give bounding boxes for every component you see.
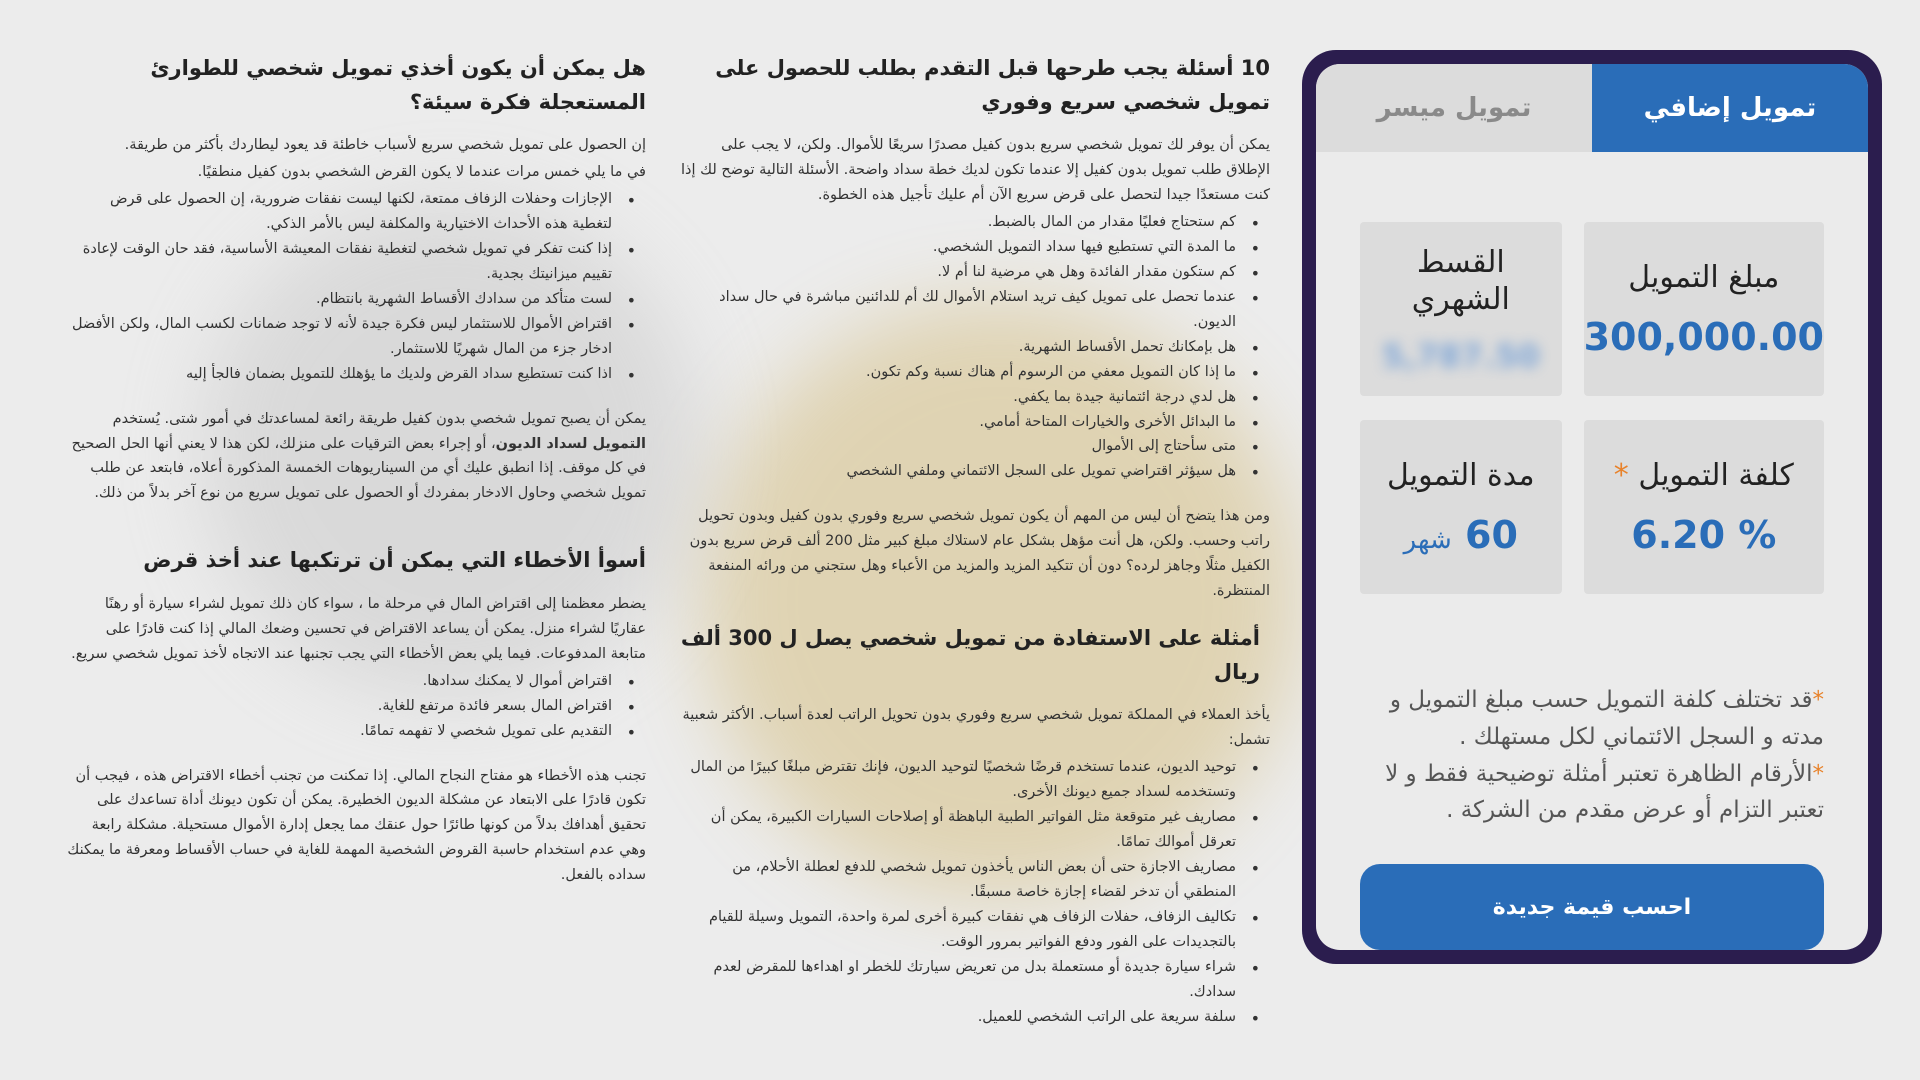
- calculate-new-value-button[interactable]: احسب قيمة جديدة: [1360, 864, 1824, 950]
- financing-period-value: 60: [1465, 512, 1518, 557]
- list-item: • إذا كنت تفكر في تمويل شخصي لتغطية نفقات المعيشة الأساسية، فقد حان الوقت لإعادة تقييم ميزانيتك بجدية.: [66, 237, 646, 287]
- article-paragraph: يأخذ العملاء في المملكة تمويل شخصي سريع وفوري بدون تحويل الراتب لعدة أسباب. الأكثر شعبية تشمل:: [682, 707, 1270, 749]
- list-item: • هل لدي درجة ائتمانية جيدة بما يكفي.: [680, 385, 1270, 410]
- article-paragraph: تجنب هذه الأخطاء هو مفتاح النجاح المالي. إذا تمكنت من تجنب أخطاء الاقتراض هذه ، فيجب أن تكون قادرًا على الابتعاد عن مشكلة الديون الخطيرة. يمكن أن تكون ديونك أداة تساعدك على تحقيق أهدافك بدلاً من كونها طائرًا حول عنقك مما يجعل إدارة الأموال مستحيلة. مشكلة رابعة وهي عدم استخدام حاسبة القروض الشخصية المهمة للغاية في حساب الأقساط ومعرفة ما يمكنك سداده بالفعل.: [67, 767, 646, 884]
- list-item: • كم ستكون مقدار الفائدة وهل هي مرضية لنا أم لا.: [680, 260, 1270, 285]
- financing-amount-value: 300,000.00: [1583, 314, 1824, 359]
- list-item: • اقتراض أموال لا يمكنك سدادها.: [66, 669, 646, 694]
- list-item: • هل بإمكانك تحمل الأقساط الشهرية.: [680, 335, 1270, 360]
- list-item: • توحيد الديون، عندما تستخدم قرضًا شخصيًا لتوحيد الديون، فإنك تقترض مبلغًا كبيرًا من المال وتستخدمه لسداد جميع ديونك الأخرى.: [680, 755, 1270, 805]
- monthly-installment-label: القسط الشهري: [1411, 244, 1510, 317]
- financing-period-box: [1360, 420, 1562, 594]
- list-item: • ما إذا كان التمويل معفي من الرسوم أم هناك نسبة وكم تكون.: [680, 360, 1270, 385]
- financing-cost-box: [1584, 420, 1824, 594]
- article-paragraph: إن الحصول على تمويل شخصي سريع لأسباب خاطئة قد يعود ليطاردك بأكثر من طريقة.: [124, 137, 646, 154]
- list-item: • اقتراض المال بسعر فائدة مرتفع للغاية.: [66, 694, 646, 719]
- list-item: • الإجازات وحفلات الزفاف ممتعة، لكنها ليست نفقات ضرورية، إن الحصول على قرض لتغطية هذه الأحداث الاختيارية والمكلفة ليس بالأمر الذكي.: [66, 187, 646, 237]
- financing-period-unit: شهر: [1403, 524, 1452, 555]
- calculator-notes: [1360, 682, 1824, 829]
- list-item: • سلفة سريعة على الراتب الشخصي للعميل.: [680, 1005, 1270, 1030]
- section-title: أمثلة على الاستفادة من تمويل شخصي يصل ل 300 ألف ريال: [680, 626, 1260, 684]
- section-title: أسوأ الأخطاء التي يمكن أن ترتكبها عند أخذ قرض: [143, 548, 646, 573]
- note-1: *قد تختلف كلفة التمويل حسب مبلغ التمويل و مدته و السجل الائتماني لكل مستهلك .: [1389, 687, 1824, 750]
- examples-list: [680, 755, 1270, 1029]
- financing-period-display: [1404, 513, 1518, 557]
- list-item: • عندما تحصل على تمويل كيف تريد استلام الأموال لك أم للدائنين مباشرة في حال سداد الديون.: [680, 285, 1270, 335]
- list-item: • ما المدة التي تستطيع فيها سداد التمويل الشخصي.: [680, 235, 1270, 260]
- list-item: • اذا كنت تستطيع سداد القرض ولديك ما يؤهلك للتمويل بضمان فالجأ إليه: [66, 362, 646, 387]
- list-item: • متى سأحتاج إلى الأموال: [680, 434, 1270, 459]
- article-paragraph: في ما يلي خمس مرات عندما لا يكون القرض الشخصي بدون كفيل منطقيًا.: [197, 164, 646, 181]
- monthly-installment-box: [1360, 222, 1562, 396]
- article-title: هل يمكن أن يكون أخذي تمويل شخصي للطوارئ المستعجلة فكرة سيئة؟: [150, 56, 646, 114]
- list-item: • التقديم على تمويل شخصي لا تفهمه تمامًا.: [66, 719, 646, 744]
- calculator-panel: [1316, 64, 1868, 950]
- note-star: *: [1812, 687, 1824, 713]
- list-item: • مصاريف غير متوقعة مثل الفواتير الطبية الباهظة أو إصلاحات السيارات الكبيرة، يمكن أن تعرقل أموالك تمامًا.: [680, 805, 1270, 855]
- financing-amount-label: مبلغ التمويل: [1628, 260, 1780, 296]
- article-questions: [680, 52, 1270, 1033]
- list-item: • تكاليف الزفاف، حفلات الزفاف هي نفقات كبيرة أخرى لمرة واحدة، التمويل وسيلة للقيام بالتجديدات على الفور ودفع الفواتير بمرور الوقت.: [680, 905, 1270, 955]
- list-item: • ما البدائل الأخرى والخيارات المتاحة أمامي.: [680, 410, 1270, 435]
- debt-link[interactable]: التمويل لسداد الديون: [495, 435, 646, 452]
- article-paragraph: يضطر معظمنا إلى اقتراض المال في مرحلة ما ، سواء كان ذلك تمويل لشراء سيارة أو رهنًا عقاريًا لشراء منزل. يمكن أن يساعد الاقتراض في تحسين وضعك المالي إذا كنت قادرًا على متابعة المدفوعات. فيما يلي بعض الأخطاء التي يجب تجنبها عند الاتجاه لأخذ تمويل شخصي سريع.: [71, 595, 646, 662]
- list-item: • اقتراض الأموال للاستثمار ليس فكرة جيدة لأنه لا توجد ضمانات لكسب المال، ولكن الأفضل ادخار جزء من المال شهريًا للاستثمار.: [66, 312, 646, 362]
- required-star: *: [1613, 458, 1629, 494]
- article-emergency-loans: [66, 52, 646, 890]
- financing-cost-value: 6.20 %: [1631, 512, 1777, 557]
- list-item: • هل سيؤثر اقتراضي تمويل على السجل الائتماني وملفي الشخصي: [680, 459, 1270, 484]
- article-paragraph: يمكن أن يوفر لك تمويل شخصي سريع بدون كفيل مصدرًا سريعًا للأموال. ولكن، لا يجب على الإطلاق طلب تمويل بدون كفيل إلا عندما تكون لديك خطة سداد واضحة. الأسئلة التالية توضح لك إذا كنت مستعدًا جيدا لتحصل على قرض سريع الآن أم عليك تأجيل هذه الخطوة.: [681, 137, 1270, 204]
- bad-times-list: [66, 187, 646, 387]
- mistakes-list: [66, 669, 646, 744]
- finance-calculator: [1302, 50, 1882, 964]
- calculator-tabs: [1316, 64, 1868, 152]
- financing-period-label: مدة التمويل: [1387, 458, 1535, 494]
- article-title: 10 أسئلة يجب طرحها قبل التقدم بطلب للحصول على تمويل شخصي سريع وفوري: [715, 56, 1270, 114]
- calculator-results: [1360, 222, 1824, 594]
- monthly-installment-value: 5,787.50: [1381, 336, 1540, 375]
- list-item: • شراء سيارة جديدة أو مستعملة بدل من تعريض سيارتك للخطر او اهداءها للمقرض لعدم سدادك.: [680, 955, 1270, 1005]
- list-item: • كم ستحتاج فعليًا مقدار من المال بالضبط.: [680, 210, 1270, 235]
- note-star: *: [1812, 760, 1824, 787]
- tab-additional-financing[interactable]: تمويل إضافي: [1592, 64, 1868, 152]
- article-paragraph: يمكن أن يصبح تمويل شخصي بدون كفيل طريقة رائعة لمساعدتك في أمور شتى. يُستخدم التمويل لسداد الديون، أو إجراء بعض الترقيات على منزلك، لكن هذا لا يعني أنها الحل الصحيح في كل موقف. إذا انطبق عليك أي من السيناريوهات الخمسة المذكورة أعلاه، فابتعد عن طلب تمويل شخصي وحاول الادخار بمفردك أو الحصول على تمويل سريع من نوع آخر بدلاً من ذلك.: [71, 410, 646, 502]
- note-2: *الأرقام الظاهرة تعتبر أمثلة توضيحية فقط و لا تعتبر التزام أو عرض مقدم من الشركة .: [1385, 760, 1824, 824]
- list-item: • لست متأكد من سدادك الأقساط الشهرية بانتظام.: [66, 287, 646, 312]
- financing-cost-label: كلفة التمويل: [1638, 458, 1794, 494]
- financing-amount-box: [1584, 222, 1824, 396]
- tab-easy-financing[interactable]: تمويل ميسر: [1316, 64, 1592, 152]
- article-paragraph: ومن هذا يتضح أن ليس من المهم أن يكون تمويل شخصي سريع وفوري بدون كفيل وبدون تحويل راتب وحسب. ولكن، هل أنت مؤهل بشكل عام لاستلاك مبلغ كبير مثل 200 ألف قرض سريع بدون الكفيل مثلًا وجاهز لرده؟ دون أن تتكيد المزيد والمزيد من الأعباء وهل ستجني من ورائه المنفعة المنتظرة.: [689, 508, 1270, 600]
- list-item: • مصاريف الاجازة حتى أن بعض الناس يأخذون تمويل شخصي للدفع لعطلة الأحلام، من المنطقي أن تدخر لقضاء إجازة خاصة مسبقًا.: [680, 855, 1270, 905]
- questions-list: [680, 210, 1270, 484]
